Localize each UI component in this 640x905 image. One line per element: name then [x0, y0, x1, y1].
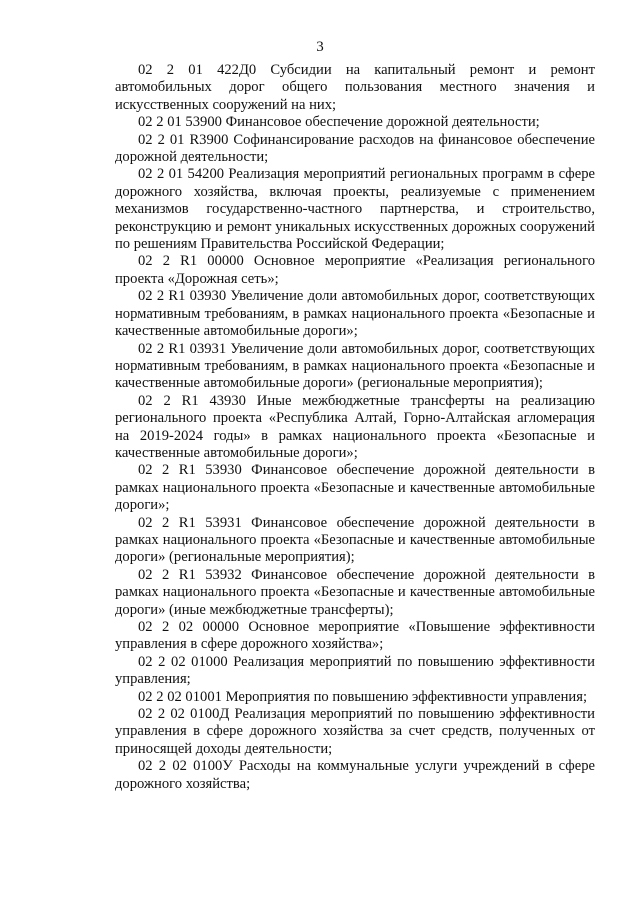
paragraph: 02 2 R1 53931 Финансовое обеспечение дорожной деятельности в рамках национального проекта «Безопасные и качественные автомобильные дороги» (региональные мероприятия); [115, 514, 595, 566]
paragraph: 02 2 02 0100Д Реализация мероприятий по повышению эффективности управления в сфере дорожного хозяйства за счет средств, полученных от приносящей доходы деятельности; [115, 706, 595, 757]
paragraph: 02 2 01 R3900 Софинансирование расходов на финансовое обеспечение дорожной деятельности; [115, 131, 595, 166]
paragraph: 02 2 R1 03931 Увеличение доли автомобильных дорог, соответствующих нормативным требованиям, в рамках национального проекта «Безопасные и качественные автомобильные дороги» (региональные мероприятия); [115, 340, 595, 392]
paragraph: 02 2 R1 53930 Финансовое обеспечение дорожной деятельности в рамках национального проекта «Безопасные и качественные автомобильные дороги»; [115, 462, 595, 514]
page-number: 3 [316, 39, 324, 55]
paragraph: 02 2 02 0100У Расходы на коммунальные услуги учреждений в сфере дорожного хозяйства; [115, 758, 595, 792]
paragraph: 02 2 01 422Д0 Субсидии на капитальный ремонт и ремонт автомобильных дорог общего пользования местного значения и искусственных сооружений на них; [115, 62, 595, 113]
paragraph: 02 2 R1 00000 Основное мероприятие «Реализация регионального проекта «Дорожная сеть»; [115, 253, 595, 287]
paragraph: 02 2 01 53900 Финансовое обеспечение дорожной деятельности; [138, 114, 540, 131]
paragraph: 02 2 02 00000 Основное мероприятие «Повышение эффективности управления в сфере дорожного хозяйства»; [115, 619, 595, 653]
paragraph: 02 2 02 01001 Мероприятия по повышению эффективности управления; [138, 688, 588, 705]
paragraph: 02 2 R1 03930 Увеличение доли автомобильных дорог, соответствующих нормативным требованиям, в рамках национального проекта «Безопасные и качественные автомобильные дороги»; [115, 288, 595, 340]
paragraph: 02 2 02 01000 Реализация мероприятий по повышению эффективности управления; [115, 653, 595, 688]
paragraph: 02 2 01 54200 Реализация мероприятий региональных программ в сфере дорожного хозяйства, включая проекты, реализуемые с применением механизмов государственно-частного партнерства, и строительство, реконструкцию и ремонт уникальных искусственных дорожных сооружений по решениям Правительства Российской Федерации; [115, 166, 595, 253]
paragraph: 02 2 R1 43930 Иные межбюджетные трансферты на реализацию регионального проекта «Республика Алтай, Горно-Алтайская агломерация на 2019-2024 годы» в рамках национального проекта «Безопасные и качественные автомобильные дороги»; [115, 392, 595, 461]
document-body [115, 62, 595, 793]
paragraph: 02 2 R1 53932 Финансовое обеспечение дорожной деятельности в рамках национального проекта «Безопасные и качественные автомобильные дороги» (иные межбюджетные трансферты); [115, 566, 595, 618]
